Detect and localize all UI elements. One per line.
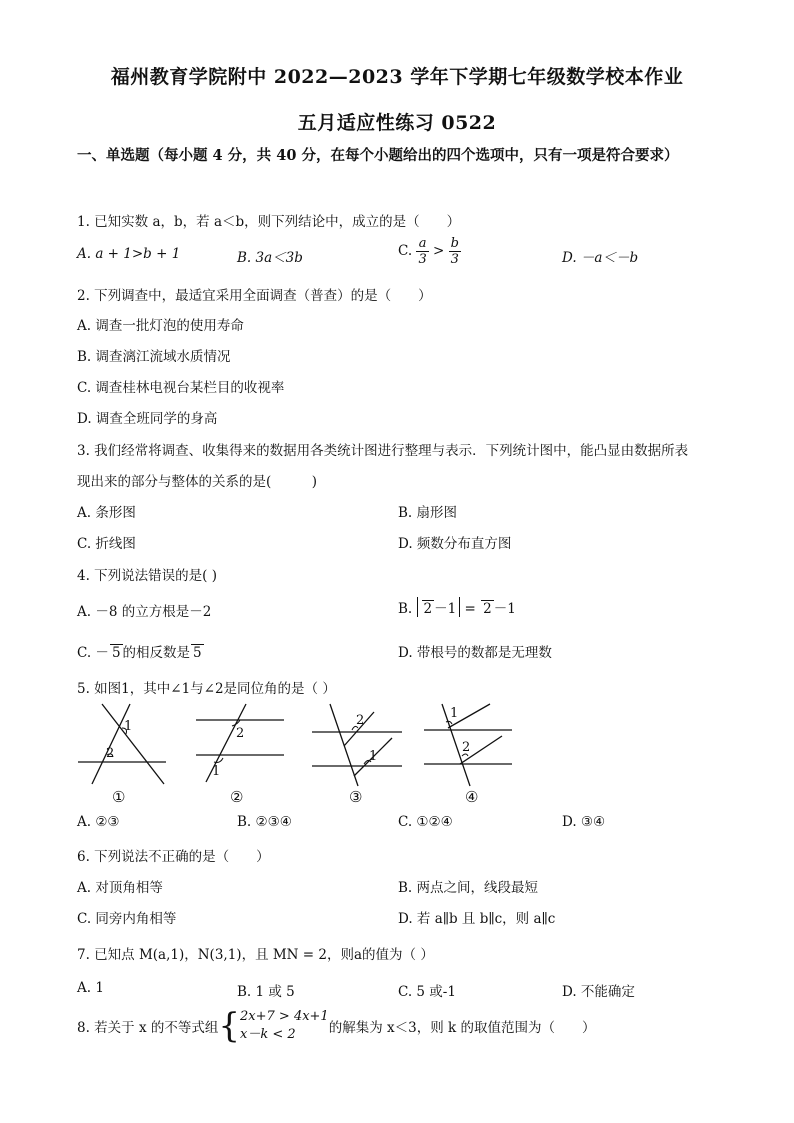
q1-option-c-op: > bbox=[433, 243, 445, 259]
q4-sqrt-2-a: 2 bbox=[423, 601, 433, 617]
q3-option-c: C. 折线图 bbox=[77, 536, 136, 552]
section-heading: 一、单选题（每小题 4 分，共 40 分，在每个小题给出的四个选项中，只有一项是符合要求） bbox=[77, 147, 679, 164]
q1-option-a: A. a + 1>b + 1 bbox=[77, 246, 181, 262]
q1-fraction-b-over-3 bbox=[449, 236, 461, 267]
q8-inequality-2: x－k < 2 bbox=[240, 1027, 296, 1042]
q7-option-a: A. 1 bbox=[77, 980, 104, 996]
figure-label-2: ② bbox=[230, 788, 244, 806]
q6-option-c: C. 同旁内角相等 bbox=[77, 911, 177, 927]
q3-option-b: B. 扇形图 bbox=[398, 505, 458, 521]
q1-option-c-prefix: C. bbox=[398, 243, 413, 259]
q2-option-c: C. 调查桂林电视台某栏目的收视率 bbox=[77, 380, 285, 396]
q8-suffix: 的解集为 x＜3，则 k 的取值范围为（ ） bbox=[328, 1020, 596, 1036]
fig4-angle-1-label: 1 bbox=[450, 706, 459, 721]
page-title: 福州教育学院附中 2022—2023 学年下学期七年级数学校本作业 bbox=[110, 66, 684, 88]
q3-option-a: A. 条形图 bbox=[77, 505, 136, 521]
q3-option-d: D. 频数分布直方图 bbox=[398, 536, 512, 552]
q4-option-a: A. －8 的立方根是－2 bbox=[77, 604, 212, 620]
q2-option-b: B. 调查漓江流域水质情况 bbox=[77, 349, 231, 365]
q6-option-b: B. 两点之间，线段最短 bbox=[398, 880, 539, 896]
question-6-stem: 6. 下列说法不正确的是（ ） bbox=[77, 849, 270, 865]
question-4-stem: 4. 下列说法错误的是( ) bbox=[77, 568, 217, 584]
q1-frac2-den: 3 bbox=[450, 252, 459, 267]
q4-sqrt-5-b: 5 bbox=[193, 645, 202, 661]
question-8-stem bbox=[77, 1008, 595, 1044]
q1-fraction-a-over-3 bbox=[416, 236, 428, 267]
q4-sqrt-5-a: 5 bbox=[111, 645, 121, 661]
q4-minus-1-a: －1 bbox=[434, 601, 457, 617]
fig2-angle-2-label: 2 bbox=[236, 726, 245, 741]
q6-option-a: A. 对顶角相等 bbox=[77, 880, 163, 896]
question-5-stem: 5. 如图1，其中∠1与∠2是同位角的是（ ） bbox=[77, 681, 336, 697]
q8-system-brace: { bbox=[218, 1006, 241, 1046]
figure-label-3: ③ bbox=[349, 788, 363, 806]
q2-option-a: A. 调查一批灯泡的使用寿命 bbox=[77, 318, 244, 334]
q6-option-d: D. 若 a∥b 且 b∥c，则 a∥c bbox=[398, 911, 556, 927]
q4-sqrt-2-b: 2 bbox=[483, 601, 492, 617]
figure-label-4: ④ bbox=[465, 788, 479, 806]
figure-label-1: ① bbox=[112, 788, 126, 806]
q4-option-c-prefix: C. － bbox=[77, 645, 109, 661]
q4-option-d: D. 带根号的数都是无理数 bbox=[398, 645, 552, 661]
q4-absolute-value bbox=[417, 597, 461, 617]
figure-4-diagram bbox=[420, 700, 530, 790]
q4-minus-1-b: －1 bbox=[493, 601, 516, 617]
q4-option-c-mid: 的相反数是 bbox=[122, 645, 191, 661]
fig3-angle-2-label: 2 bbox=[356, 713, 365, 728]
page-subtitle: 五月适应性练习 0522 bbox=[297, 112, 497, 134]
fig2-angle-1-label: 1 bbox=[212, 764, 221, 779]
question-2-stem: 2. 下列调查中，最适宜采用全面调查（普查）的是（ ） bbox=[77, 288, 432, 304]
q8-inequality-system bbox=[240, 1008, 329, 1044]
q4-equals: = bbox=[464, 601, 476, 617]
fig1-angle-1-label: 1 bbox=[124, 719, 133, 734]
q8-prefix: 8. 若关于 x 的不等式组 bbox=[77, 1020, 219, 1036]
fig1-angle-2-label: 2 bbox=[106, 746, 115, 761]
fig3-angle-1-label: 1 bbox=[369, 749, 378, 764]
question-7-stem: 7. 已知点 M(a,1)，N(3,1)，且 MN = 2，则a的值为（ ） bbox=[77, 947, 434, 963]
question-3-stem-line1: 3. 我们经常将调查、收集得来的数据用各类统计图进行整理与表示．下列统计图中，能凸显由数据所表 bbox=[77, 443, 689, 459]
q8-inequality-1: 2x+7 > 4x+1 bbox=[240, 1009, 329, 1024]
question-1-stem: 1. 已知实数 a，b，若 a＜b，则下列结论中，成立的是（ ） bbox=[77, 214, 461, 230]
figure-2-diagram bbox=[190, 700, 300, 790]
q4-option-c bbox=[77, 641, 204, 661]
q5-option-d: D. ③④ bbox=[562, 814, 606, 830]
q7-option-c: C. 5 或-1 bbox=[398, 984, 456, 1000]
q1-frac2-num: b bbox=[450, 236, 459, 251]
fig4-angle-2-label: 2 bbox=[462, 740, 471, 755]
q1-option-b: B. 3a＜3b bbox=[237, 250, 303, 266]
q1-frac1-num: a bbox=[416, 236, 428, 252]
q7-option-d: D. 不能确定 bbox=[562, 984, 635, 1000]
q7-option-b: B. 1 或 5 bbox=[237, 984, 295, 1000]
q1-frac1-den: 3 bbox=[418, 252, 427, 267]
q2-option-d: D. 调查全班同学的身高 bbox=[77, 411, 218, 427]
q4-option-b-prefix: B. bbox=[398, 601, 413, 617]
q1-option-c bbox=[398, 236, 461, 267]
q5-option-b: B. ②③④ bbox=[237, 814, 292, 830]
q5-option-a: A. ②③ bbox=[77, 814, 120, 830]
q1-option-d: D. －a＜－b bbox=[562, 250, 639, 266]
q4-option-b bbox=[398, 597, 516, 617]
question-3-stem-line2: 现出来的部分与整体的关系的是( ) bbox=[77, 474, 318, 490]
q5-option-c: C. ①②④ bbox=[398, 814, 453, 830]
